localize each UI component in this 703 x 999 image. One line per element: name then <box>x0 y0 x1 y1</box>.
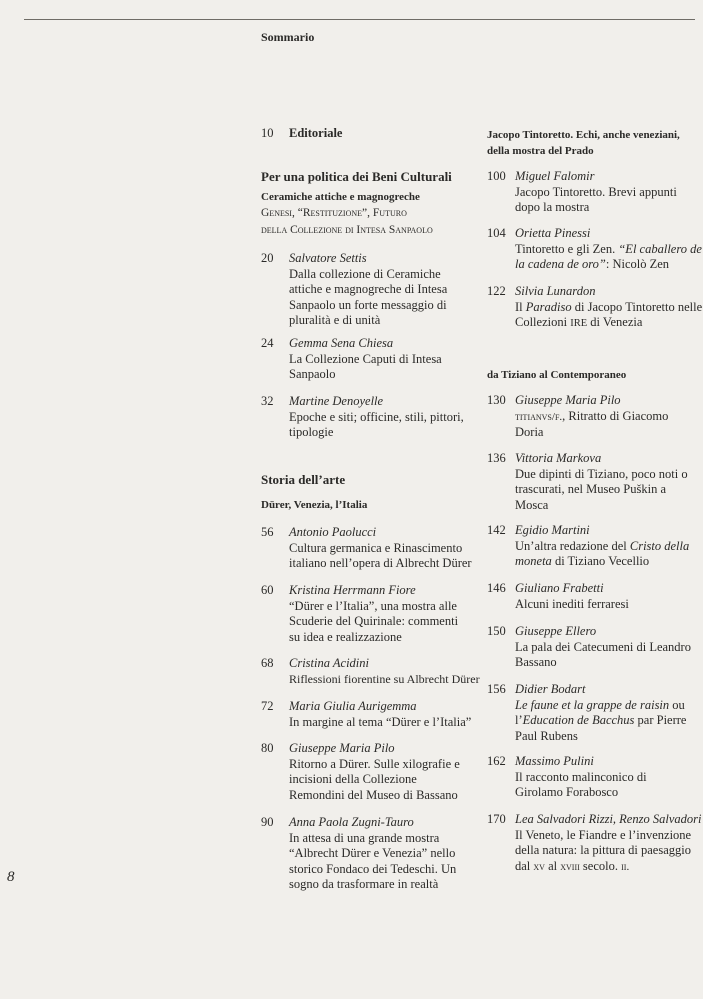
toc-entry[interactable] <box>261 699 476 730</box>
entry-title-line: Bassano <box>515 655 557 669</box>
entry-author: Kristina Herrmann Fiore <box>289 583 416 597</box>
entry-author: Vittoria Markova <box>515 451 602 465</box>
page-ref: 100 <box>487 169 506 183</box>
caption-line: Genesi, “Restituzione”, Futuro <box>261 207 407 219</box>
toc-entry[interactable] <box>487 393 700 441</box>
entry-title-line: Jacopo Tintoretto. Brevi appunti <box>515 184 677 199</box>
entry-title-line: La Collezione Caputi di Intesa <box>289 351 442 366</box>
page-number: 8 <box>7 869 15 885</box>
entry-title-line: attiche e magnogreche di Intesa <box>289 282 448 296</box>
entry-author: Martine Denoyelle <box>289 394 384 408</box>
page-ref: 156 <box>487 682 506 696</box>
toc-entry[interactable] <box>261 815 476 893</box>
entry-title-line: In attesa di una grande mostra <box>289 830 440 845</box>
page-ref: 90 <box>261 815 274 829</box>
toc-entry[interactable] <box>487 523 700 570</box>
page-ref: 130 <box>487 393 506 407</box>
entry-author: Lea Salvadori Rizzi, Renzo Salvadori <box>515 812 702 826</box>
entry-author: Maria Giulia Aurigemma <box>289 699 417 713</box>
entry-title-line: Epoche e siti; officine, stili, pittori, <box>289 409 464 424</box>
page-ref: 56 <box>261 525 274 539</box>
entry-title-line: Il Paradiso di Jacopo Tintoretto nelle <box>515 299 703 314</box>
page-ref: 68 <box>261 656 274 670</box>
section-heading: Per una politica dei Beni Culturali <box>261 169 452 184</box>
entry-title-line: su idea e realizzazione <box>289 629 402 644</box>
entry-title-line: Due dipinti di Tiziano, poco noti o <box>515 466 688 481</box>
toc-entry[interactable] <box>487 812 700 875</box>
entry-author: Giuseppe Maria Pilo <box>515 393 621 407</box>
toc-entry[interactable] <box>487 754 700 801</box>
entry-title-line: Sanpaolo un forte messaggio di <box>289 297 447 312</box>
entry-title-line: In margine al tema “Dürer e l’Italia” <box>289 714 472 729</box>
subsection-caption <box>261 205 433 239</box>
entry-title-line: sogno da trasformare in realtà <box>289 877 439 891</box>
section-heading: Storia dell’arte <box>261 472 346 487</box>
page-ref: 10 <box>261 126 274 140</box>
entry-title-line: Il Veneto, le Fiandre e l’invenzione <box>515 827 692 842</box>
entry-title-line: la cadena de oro”: Nicolò Zen <box>515 257 670 271</box>
entry-title-line: Doria <box>515 425 544 439</box>
toc-entry[interactable] <box>261 251 476 329</box>
toc-entry[interactable] <box>487 284 703 332</box>
entry-title-line: Remondini del Museo di Bassano <box>289 787 458 802</box>
entry-title-line: Collezioni IRE di Venezia <box>515 315 643 329</box>
top-rule <box>24 19 695 20</box>
page-ref: 32 <box>261 394 274 408</box>
entry-author: Anna Paola Zugni-Tauro <box>289 815 414 829</box>
subsection-heading: da Tiziano al Contemporaneo <box>487 369 627 381</box>
entry-title-line: Alcuni inediti ferraresi <box>515 596 629 611</box>
toc-entry[interactable] <box>487 624 700 671</box>
page-ref: 146 <box>487 581 506 595</box>
toc-entry[interactable] <box>487 451 700 513</box>
entry-author: Silvia Lunardon <box>515 284 596 298</box>
entry-title-line: Mosca <box>515 497 549 512</box>
entry-author: Salvatore Settis <box>289 251 367 265</box>
entry-title-line: moneta di Tiziano Vecellio <box>515 554 650 568</box>
entry-title-line: Paul Rubens <box>515 728 578 743</box>
entry-title-line: titianvs/f., Ritratto di Giacomo <box>515 408 669 423</box>
entry-title-line: pluralità e di unità <box>289 313 381 327</box>
entry-author: Giuliano Frabetti <box>515 581 604 595</box>
entry-title-line: della natura: la pittura di paesaggio <box>515 843 691 857</box>
entry-title-line: storico Fondaco dei Tedeschi. Un <box>289 861 457 876</box>
entry-title-line: Scuderie del Quirinale: commenti <box>289 614 459 628</box>
page-ref: 162 <box>487 754 506 768</box>
entry-author: Miguel Falomir <box>515 169 595 183</box>
page-ref: 136 <box>487 451 506 465</box>
page-ref: 24 <box>261 336 274 350</box>
page-ref: 150 <box>487 624 506 638</box>
entry-title-line: “Albrecht Dürer e Venezia” nello <box>289 846 456 860</box>
entry-title-line: Il racconto malinconico di <box>515 769 647 784</box>
page-ref: 142 <box>487 523 506 537</box>
entry-title: Editoriale <box>289 126 343 140</box>
toc-entry[interactable] <box>261 656 480 687</box>
entry-author: Giuseppe Ellero <box>515 624 597 638</box>
entry-author: Cristina Acidini <box>289 656 369 670</box>
toc-entry[interactable] <box>261 336 476 383</box>
toc-entry[interactable] <box>487 226 700 273</box>
toc-entry-editoriale[interactable] <box>261 126 476 142</box>
entry-title-line: Sanpaolo <box>289 367 336 381</box>
toc-entry[interactable] <box>261 525 476 572</box>
entry-author: Gemma Sena Chiesa <box>289 336 394 350</box>
toc-entry[interactable] <box>487 682 700 744</box>
subsection-heading: Dürer, Venezia, l’Italia <box>261 499 368 511</box>
page-ref: 60 <box>261 583 274 597</box>
entry-title-line: Un’altra redazione del Cristo della <box>515 538 690 553</box>
entry-title-line: La pala dei Catecumeni di Leandro <box>515 639 691 654</box>
page-ref: 20 <box>261 251 274 265</box>
entry-title-line: “Dürer e l’Italia”, una mostra alle <box>289 598 457 613</box>
toc-entry[interactable] <box>487 169 700 216</box>
entry-title-line: trascurati, nel Museo Puškin a <box>515 482 667 496</box>
entry-title-line: dopo la mostra <box>515 200 590 214</box>
entry-title-line: incisioni della Collezione <box>289 772 417 786</box>
entry-title-line: Riflessioni fiorentine su Albrecht Dürer <box>289 671 480 686</box>
entry-title-line: Le faune et la grappe de raisin ou <box>515 697 685 712</box>
subsection-heading-line: della mostra del Prado <box>487 145 594 157</box>
entry-title-line: dal xv al xviii secolo. ii. <box>515 858 630 873</box>
subsection-heading: Ceramiche attiche e magnogreche <box>261 191 420 203</box>
entry-author: Egidio Martini <box>515 523 590 537</box>
entry-title-line: tipologie <box>289 425 334 439</box>
page-ref: 104 <box>487 226 506 240</box>
entry-title-line: Cultura germanica e Rinascimento <box>289 540 463 555</box>
entry-title-line: Girolamo Forabosco <box>515 785 619 799</box>
page-ref: 72 <box>261 699 274 713</box>
entry-author: Giuseppe Maria Pilo <box>289 741 395 755</box>
page-ref: 80 <box>261 741 274 755</box>
toc-entry[interactable] <box>261 394 476 441</box>
entry-title-line: Dalla collezione di Ceramiche <box>289 266 441 281</box>
entry-author: Massimo Pulini <box>515 754 594 768</box>
caption-line: della Collezione di Intesa Sanpaolo <box>261 224 433 236</box>
toc-entry[interactable] <box>261 583 476 645</box>
page-ref: 170 <box>487 812 506 826</box>
entry-title-line: l’Education de Bacchus par Pierre <box>515 713 687 727</box>
toc-entry[interactable] <box>487 581 700 612</box>
entry-author: Didier Bodart <box>515 682 586 696</box>
subsection-heading-line: Jacopo Tintoretto. Echi, anche veneziani, <box>487 129 680 141</box>
subsection-heading <box>487 127 680 159</box>
entry-title-line: Ritorno a Dürer. Sulle xilografie e <box>289 756 460 771</box>
entry-title-line: italiano nell’opera di Albrecht Dürer <box>289 556 472 570</box>
toc-entry[interactable] <box>261 741 476 803</box>
entry-author: Orietta Pinessi <box>515 226 591 240</box>
entry-title-line: Tintoretto e gli Zen. “El caballero de <box>515 241 702 256</box>
page-title: Sommario <box>261 30 315 44</box>
page-ref: 122 <box>487 284 506 298</box>
entry-author: Antonio Paolucci <box>289 525 377 539</box>
